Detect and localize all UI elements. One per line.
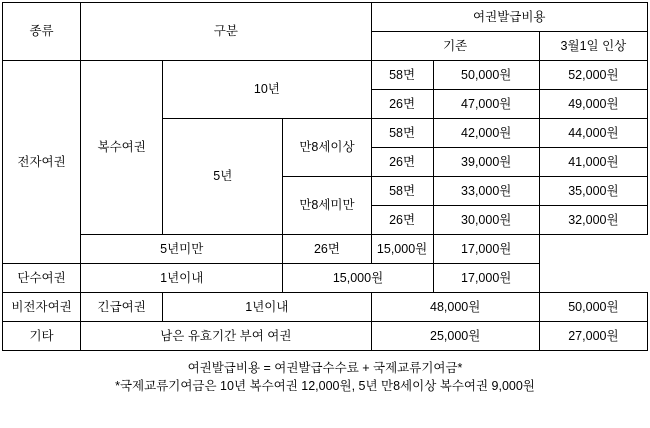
row-label-under-five-year: 5년미만 xyxy=(81,235,283,264)
table-header-row-1 xyxy=(3,3,648,32)
row-label-emergency-passport: 긴급여권 xyxy=(81,293,163,322)
cell-pages-58-five-under: 58면 xyxy=(371,177,433,206)
header-fee-group: 여권발급비용 xyxy=(371,3,647,32)
cell-fee-existing-five-under-26: 30,000원 xyxy=(433,206,539,235)
cell-pages-26-five-over: 26면 xyxy=(371,148,433,177)
cell-fee-increase-five-over-58: 44,000원 xyxy=(539,119,647,148)
cell-pages-58-ten-year: 58면 xyxy=(371,61,433,90)
cell-fee-increase-ten-58: 52,000원 xyxy=(539,61,647,90)
table-row xyxy=(3,264,648,293)
cell-fee-increase-single: 17,000원 xyxy=(433,264,539,293)
passport-fee-table xyxy=(2,2,648,351)
cell-fee-existing-ten-58: 50,000원 xyxy=(433,61,539,90)
cell-fee-increase-five-over-26: 41,000원 xyxy=(539,148,647,177)
header-existing-fee: 기존 xyxy=(371,32,539,61)
cell-pages-26-five-under: 26면 xyxy=(371,206,433,235)
table-row xyxy=(3,293,648,322)
footnote-formula: 여권발급비용 = 여권발급수수료 + 국제교류기여금* xyxy=(187,361,463,375)
passport-fee-document xyxy=(0,2,650,428)
header-type: 종류 xyxy=(3,3,81,61)
row-label-emergency-within-one-year: 1년이내 xyxy=(163,293,371,322)
table-row xyxy=(3,61,648,90)
cell-pages-58-five-over: 58면 xyxy=(371,119,433,148)
footnote-block xyxy=(0,359,650,395)
row-label-ten-year: 10년 xyxy=(163,61,371,119)
cell-pages-26-under-five: 26면 xyxy=(283,235,371,264)
table-row xyxy=(3,322,648,351)
cell-fee-increase-etc: 27,000원 xyxy=(539,322,647,351)
cell-fee-existing-under-five-26: 15,000원 xyxy=(371,235,433,264)
cell-fee-increase-under-five-26: 17,000원 xyxy=(433,235,539,264)
header-increased-fee: 3월1일 인상 xyxy=(539,32,647,61)
cell-fee-increase-ten-26: 49,000원 xyxy=(539,90,647,119)
row-label-etc: 기타 xyxy=(3,322,81,351)
table-row xyxy=(3,235,648,264)
cell-fee-existing-ten-26: 47,000원 xyxy=(433,90,539,119)
cell-pages-26-ten-year: 26면 xyxy=(371,90,433,119)
cell-fee-existing-five-over-58: 42,000원 xyxy=(433,119,539,148)
row-label-single-passport: 단수여권 xyxy=(3,264,81,293)
cell-fee-existing-five-over-26: 39,000원 xyxy=(433,148,539,177)
cell-fee-existing-etc: 25,000원 xyxy=(371,322,539,351)
row-label-non-electronic-passport: 비전자여권 xyxy=(3,293,81,322)
row-label-age8-under: 만8세미만 xyxy=(283,177,371,235)
cell-fee-existing-five-under-58: 33,000원 xyxy=(433,177,539,206)
cell-fee-existing-single: 15,000원 xyxy=(283,264,433,293)
header-category: 구분 xyxy=(81,3,371,61)
cell-fee-increase-five-under-26: 32,000원 xyxy=(539,206,647,235)
cell-fee-increase-emergency: 50,000원 xyxy=(539,293,647,322)
row-label-single-within-one-year: 1년이내 xyxy=(81,264,283,293)
cell-fee-existing-emergency: 48,000원 xyxy=(371,293,539,322)
row-label-electronic-passport: 전자여권 xyxy=(3,61,81,264)
row-label-age8-over: 만8세이상 xyxy=(283,119,371,177)
row-label-multiple-passport: 복수여권 xyxy=(81,61,163,235)
row-label-remaining-validity: 남은 유효기간 부여 여권 xyxy=(81,322,371,351)
cell-fee-increase-five-under-58: 35,000원 xyxy=(539,177,647,206)
footnote-contribution: *국제교류기여금은 10년 복수여권 12,000원, 5년 만8세이상 복수여권 9,000원 xyxy=(115,379,535,394)
row-label-five-year: 5년 xyxy=(163,119,283,235)
